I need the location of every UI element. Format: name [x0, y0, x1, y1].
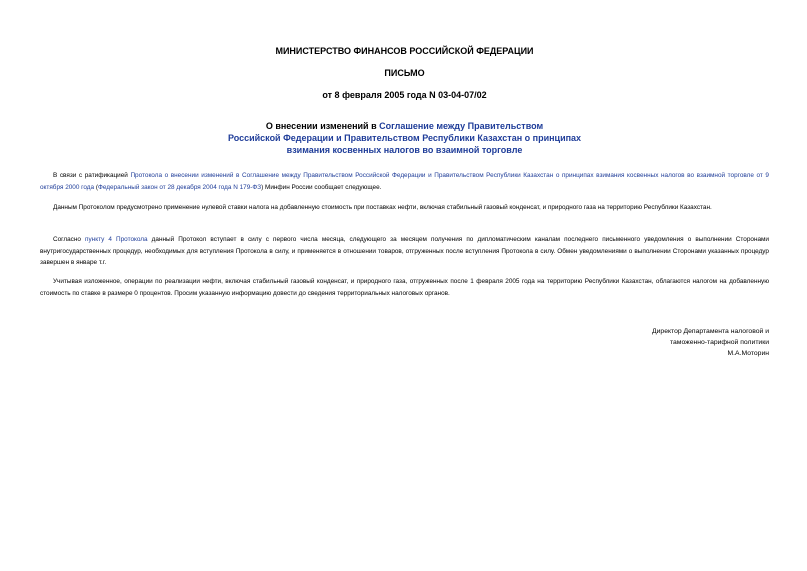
signature-name: М.А.Моторин	[727, 350, 769, 357]
paragraph-conclusion: Учитывая изложенное, операции по реализации нефти, включая стабильный газовый конденсат, и природного газа, отгруженных после 1 февраля 2005 года на территорию Республики Казахстан, облагаются налогом на добавленную стоимость по ставке в размере 0 процентов. Просим указанную информацию довести до сведения территориальных налоговых органов.	[40, 278, 769, 297]
p1-text-mid: (	[94, 183, 98, 191]
paragraph-zero-rate: Данным Протоколом предусмотрено применение нулевой ставки налога на добавленную стоимость при поставках нефти, включая стабильный газовый конденсат, и природного газа на территорию Республики Казахстан.	[53, 204, 712, 211]
subject-line-1	[40, 120, 769, 132]
agreement-link-line-2[interactable]: Российской Федерации и Правительством Республики Казахстан о принципах	[227, 133, 582, 143]
protocol-link[interactable]: Протокола о внесении изменений в Соглашение между Правительством Российской Федерации и Правительством Республики Казахстан о принципах взимания косвенных налогов во взаимной торговле от 9 октября 2000 года	[40, 172, 769, 191]
signature-position-line-2: таможенно-тарифной политики	[669, 339, 769, 346]
document-date: от 8 февраля 2005 года N 03-04-07/02	[322, 90, 487, 100]
paragraph-entry-into-force	[40, 234, 769, 269]
signature-block	[569, 326, 769, 359]
paragraph-ratification	[40, 170, 769, 193]
protocol-clause-4-link[interactable]: пункту 4 Протокола	[85, 236, 148, 243]
document-subject	[40, 120, 769, 156]
p3-text-before: Согласно	[53, 236, 86, 243]
p1-text-after: ) Минфин России сообщает следующее.	[261, 183, 382, 191]
agreement-link[interactable]: Соглашение между Правительством	[379, 121, 544, 131]
agreement-link-line-3[interactable]: взимания косвенных налогов во взаимной торговле	[286, 145, 523, 155]
federal-law-link[interactable]: Федеральный закон от 28 декабря 2004 года N 179-ФЗ	[97, 183, 262, 191]
ministry-title: МИНИСТЕРСТВО ФИНАНСОВ РОССИЙСКОЙ ФЕДЕРАЦИИ	[275, 46, 534, 56]
p3-text-after: данный Протокол вступает в силу с первого числа месяца, следующего за месяцем получения по дипломатическим каналам последнего письменного уведомления о выполнении Сторонами внутригосударственных процедур, необходимых для вступления Протокола в силу, и применяется в отношении товаров, отгруженных после вступления Протокола в силу. Обмен уведомлениями о выполнении Сторонами указанных процедур завершен в январе т.г.	[40, 236, 769, 266]
document-type: ПИСЬМО	[384, 68, 425, 78]
signature-position-line-1: Директор Департамента налоговой и	[652, 328, 769, 335]
p1-text-before: В связи с ратификацией	[53, 172, 131, 179]
subject-prefix: О внесении изменений в	[265, 121, 380, 131]
